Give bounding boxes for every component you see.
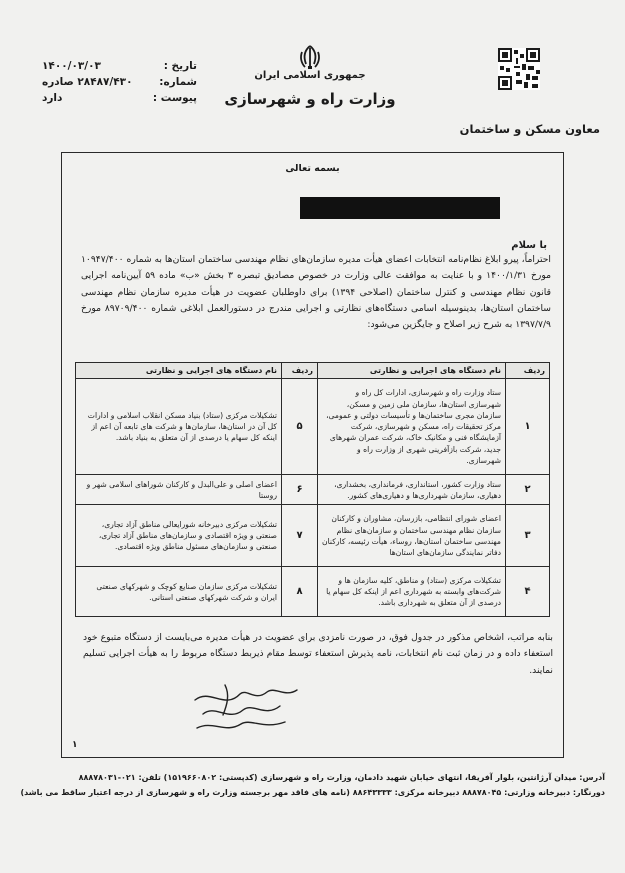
col-row-header-2: ردیف xyxy=(282,363,318,379)
table-row xyxy=(76,475,550,505)
attachment-value: دارد xyxy=(42,92,63,104)
organizations-table xyxy=(75,362,550,617)
row-number: ۱ xyxy=(506,379,550,475)
organization-name: تشکیلات مرکزی دبیرخانه شورایعالی مناطق آزاد تجاری، صنعتی و ویژه اقتصادی و سازمان‌های مناطق آزاد تجاری، صنعتی و سازمان‌های مسئول مناطق ویژه اقتصادی. xyxy=(76,505,282,567)
qr-code-icon xyxy=(498,48,540,90)
row-number: ۴ xyxy=(506,567,550,617)
table-row xyxy=(76,505,550,567)
organization-name: تشکیلات مرکزی (ستاد) بنیاد مسکن انقلاب اسلامی و ادارات کل آن در استان‌ها، سازمان‌ها و شرکت های تابعه آن اعم از اینکه کل سهام یا درصدی از آن متعلق به بنیاد باشد. xyxy=(76,379,282,475)
greeting: با سلام xyxy=(511,240,547,251)
organization-name: تشکیلات مرکزی سازمان صنایع کوچک و شهرکهای صنعتی ایران و شرکت شهرکهای صنعتی استانی. xyxy=(76,567,282,617)
organization-name: ستاد وزارت راه و شهرسازی، ادارات کل راه و شهرسازی استان‌ها، سازمان ملی زمین و مسکن، سازمان مجری ساختمان‌ها و تأسیسات دولتی و عمومی، مرکز تحقیقات راه، مسکن و شهرسازی، شرکت آزمایشگاه فنی و مکانیک خاک، شرکت عمران شهرهای جدید، شرکت بازآفرینی شهری از وزارت راه و شهرسازی. xyxy=(318,379,506,475)
redacted-recipient xyxy=(300,197,500,219)
row-number: ۸ xyxy=(282,567,318,617)
letter-meta xyxy=(42,58,197,106)
row-number: ۶ xyxy=(282,475,318,505)
table-header-row xyxy=(76,363,550,379)
table-row xyxy=(76,567,550,617)
deputy-title: معاون مسکن و ساختمان xyxy=(459,122,600,136)
iran-emblem-icon xyxy=(295,44,325,70)
organization-name: تشکیلات مرکزی (ستاد) و مناطق، کلیه سازمان ها و شرکت‌های وابسته به شهرداری اعم از اینکه کل سهام یا درصدی از آن متعلق به شهرداری باشد. xyxy=(318,567,506,617)
footer xyxy=(20,770,605,800)
date-value: ۱۴۰۰/۰۳/۰۳ xyxy=(42,60,101,72)
ministry-title: وزارت راه و شهرسازی xyxy=(224,90,396,108)
number-label: شماره: xyxy=(159,76,197,88)
row-number: ۵ xyxy=(282,379,318,475)
col-name-header: نام دستگاه های اجرایی و نظارتی xyxy=(318,363,506,379)
closing-paragraph: بنابه مراتب، اشخاص مذکور در جدول فوق، در صورت نامزدی برای عضویت در هیأت مدیره می‌بایست از دستگاه متبوع خود استعفاء داده و در زمان ثبت نام انتخابات، نامه پذیرش استعفاء توسط مقام ذیربط دستگاه مربوط را به هیأت اجرایی تسلیم نمایند. xyxy=(83,632,553,676)
row-number: ۷ xyxy=(282,505,318,567)
footer-fax: دورنگار: دبیرخانه وزارتی: ۸۸۸۷۸۰۴۵ دبیرخانه مرکزی: ۸۸۶۴۳۳۳۳ (نامه های فاقد مهر برجسته وزارت راه و شهرسازی از درجه اعتبار ساقط می باشد) xyxy=(20,788,605,797)
number-value: ۲۸۴۸۷/۴۳۰ صادره xyxy=(42,76,133,88)
organization-name: اعضای اصلی و علی‌البدل و کارکنان شوراهای اسلامی شهر و روستا xyxy=(76,475,282,505)
besm-heading: بسمه تعالی xyxy=(285,163,340,174)
col-row-header: ردیف xyxy=(506,363,550,379)
attachment-label: پیوست : xyxy=(152,92,197,104)
letter-body: احتراماً، پیرو ابلاغ نظام‌نامه انتخابات اعضای هیأت مدیره سازمان‌های نظام مهندسی ساختمان استان‌ها به شماره ۱۰۹۴۷/۴۰۰ مورخ ۱۴۰۰/۱/۳۱ و با عنایت به موافقت عالی وزارت در خصوص مصادیق تبصره ۳ بخش «ب» ماده ۵۹ آیین‌نامه اجرایی قانون نظام مهندسی و کنترل ساختمان (اصلاحی ۱۳۹۴) برای داوطلبان عضویت در هیأت مدیره سازمان نظام مهندسی ساختمان استان‌ها، بدینوسیله اسامی دستگاه‌های نظارتی و اجرایی مندرج در دستورالعمل ابلاغی شماره ۸۹۷۰۹/۴۰۰ مورخ ۱۳۹۷/۷/۹ به شرح زیر اصلاح و جایگزین می‌شود: xyxy=(81,254,551,331)
signature-icon xyxy=(185,680,305,740)
number-row xyxy=(42,74,197,90)
attachment-row xyxy=(42,90,197,106)
date-label: تاریخ : xyxy=(163,60,197,72)
organization-name: اعضای شورای انتظامی، بازرسان، مشاوران و کارکنان سازمان نظام مهندسی ساختمان و سازمان‌های نظام مهندسی ساختمان استان‌ها، روساء، هیأت رئیسه، کارکنان دفاتر نمایندگی سازمان‌های استان‌ها xyxy=(318,505,506,567)
republic-title: جمهوری اسلامی ایران xyxy=(254,70,366,81)
date-row xyxy=(42,58,197,74)
organization-name: ستاد وزارت کشور، استانداری، فرمانداری، بخشداری، دهیاری، سازمان شهرداری‌ها و دهیاری‌های کشور. xyxy=(318,475,506,505)
row-number: ۲ xyxy=(506,475,550,505)
page-number: ۱ xyxy=(72,740,78,750)
footer-address: آدرس: میدان آرژانتین، بلوار آفریقا، انتهای خیابان شهید دادمان، وزارت راه و شهرسازی (کدپستی: ۱۵۱۹۶۶۰۸۰۲) تلفن: ۰۲۱-۸۸۸۷۸۰۳۱ xyxy=(78,773,605,782)
col-name-header-2: نام دستگاه های اجرایی و نظارتی xyxy=(76,363,282,379)
row-number: ۳ xyxy=(506,505,550,567)
table-row xyxy=(76,379,550,475)
